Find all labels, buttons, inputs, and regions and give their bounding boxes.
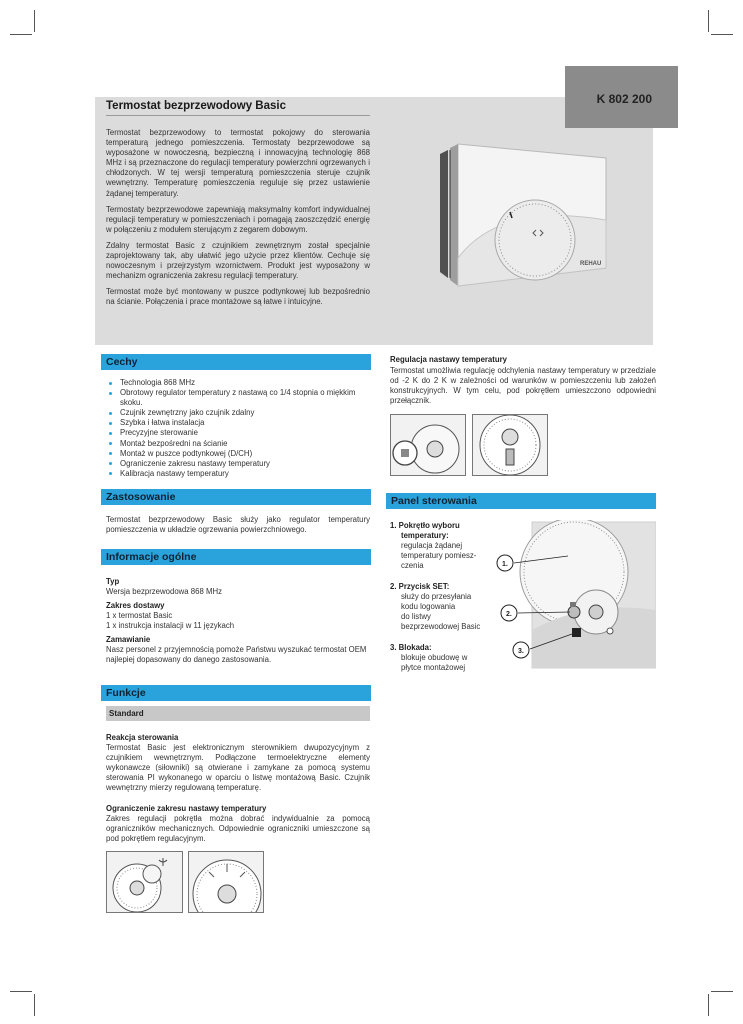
figure-range-limit-1	[106, 851, 183, 913]
page-title: Termostat bezprzewodowy Basic	[106, 100, 286, 112]
section-title: Funkcje	[106, 687, 146, 699]
ograniczenie-text: Zakres regulacji pokrętła można dobrać indywidualnie za pomocą ograniczników mechanicznych. Odpowiednie ograniczniki umieszczone są pod pokrętłem regulacyjnym.	[106, 814, 370, 844]
dial-limit-scale-illustration	[189, 852, 263, 912]
panel-item-2-line: służy do przesyłania	[401, 592, 472, 601]
reakcja-text: Termostat Basic jest elektronicznym sterownikiem dwupozycyjnym z czujnikiem wewnętrznym. Podłączone termoelektryczne elementy wykonawcze (siłowniki) są otwierane i zamykane za pomocą systemu sterowania PI wykonanego w oparciu o listwę montażową Basic. Czujnik wewnętrzny mierzy regulowaną temperaturę.	[106, 743, 370, 793]
section-header-panel	[386, 493, 656, 509]
section-header-funkcje	[101, 685, 371, 701]
zakres-line: 1 x instrukcja instalacji w 11 językach	[106, 621, 235, 630]
ograniczenie-label: Ograniczenie zakresu nastawy temperatury	[106, 804, 267, 813]
product-code: K 802 200	[596, 92, 652, 106]
list-item: Kalibracja nastawy temperatury	[106, 469, 368, 479]
zakres-line: 1 x termostat Basic	[106, 611, 173, 620]
figure-range-limit-2	[188, 851, 264, 913]
calibration-scale-illustration	[473, 415, 547, 475]
list-item: Obrotowy regulator temperatury z nastawą co 1/4 stopnia o miękkim skoku.	[106, 388, 368, 408]
intro-paragraph: Termostat może być montowany w puszce podtynkowej lub bezpośrednio na ścianie. Połączenia i prace montażowe są łatwe i intuicyjne.	[106, 287, 370, 307]
intro-text	[106, 128, 370, 314]
crop-mark	[708, 10, 709, 32]
list-item: Precyzyjne sterowanie	[106, 428, 368, 438]
control-panel-image	[486, 520, 656, 670]
list-item: Technologia 868 MHz	[106, 378, 368, 388]
list-item: Szybka i łatwa instalacja	[106, 418, 368, 428]
dial-limit-illustration	[107, 852, 182, 912]
reakcja-label: Reakcja sterowania	[106, 733, 179, 742]
panel-item-2-line: bezprzewodowej Basic	[401, 622, 481, 631]
section-title: Informacje ogólne	[106, 551, 197, 563]
panel-item-1-line: czenia	[401, 561, 424, 570]
features-list	[106, 378, 368, 479]
panel-item-1-title-cont: temperatury:	[401, 531, 449, 540]
zastosowanie-text: Termostat bezprzewodowy Basic służy jako regulator temperatury pomieszczenia w układzie ogrzewania powierzchniowego.	[106, 515, 370, 535]
intro-paragraph: Zdalny termostat Basic z czujnikiem zewnętrznym został specjalnie zaprojektowany tak, aby ułatwić jego użycie przez klientów. Cechuje się nowoczesnym i przejrzystym wzornictwem. Produkt jest wyposażony w mechanizm ograniczenia zakresu regulacji temperatury.	[106, 240, 370, 281]
figure-calibration-1	[390, 414, 466, 476]
figure-calibration-2	[472, 414, 548, 476]
zamawianie-text: Nasz personel z przyjemnością pomoże Państwu wyszukać termostat OEM najlepiej dopasowany do danego zastosowania.	[106, 645, 367, 665]
panel-item-3-title: 3. Blokada:	[390, 643, 432, 652]
panel-item-1-line: temperatury pomiesz-	[401, 551, 477, 560]
section-header-cechy	[101, 354, 371, 370]
list-item: Montaż w puszce podtynkowej (D/CH)	[106, 449, 368, 459]
callout-label: 3.	[518, 648, 524, 655]
panel-item-1-line: regulacja żądanej	[401, 541, 463, 550]
calibration-switch-illustration	[391, 415, 465, 475]
crop-mark	[34, 994, 35, 1016]
section-header-informacje	[101, 549, 371, 565]
crop-mark	[10, 34, 32, 35]
crop-mark	[711, 34, 733, 35]
product-code-box	[565, 66, 678, 128]
crop-mark	[711, 991, 733, 992]
subsection-title: Standard	[109, 709, 144, 718]
intro-paragraph: Termostat bezprzewodowy to termostat pokojowy do sterowania temperaturą jednego pomieszczenia. Termostaty bezprzewodowe są wyposażone w nowoczesną, bezpieczną i innowacyjną technologię 868 MHz i są przeznaczone do regulacji temperatury powierzchni ogrzewanych i chłodzonych. W tej wersji temperaturą pomieszczenia steruje czujnik wewnętrzny. Temperaturę pomieszczenia reguluje się przez ustawienie żądanej temperatury.	[106, 128, 370, 198]
panel-item-3-line: blokuje obudowę w	[401, 653, 468, 662]
crop-mark	[34, 10, 35, 32]
callout-label: 2.	[506, 611, 512, 618]
zamawianie-label: Zamawianie	[106, 635, 151, 644]
regulacja-text: Termostat umożliwia regulację odchylenia nastawy temperatury w przedziale od -2 K do 2 K w zależności od warunków w pomieszczeniu lub założeń konstrukcyjnych. W tym celu, pod pokrętłem umieszczono odpowiedni przełącznik.	[390, 366, 656, 406]
panel-item-3-line: płytce montażowej	[401, 663, 466, 672]
crop-mark	[10, 991, 32, 992]
typ-value: Wersja bezprzewodowa 868 MHz	[106, 587, 222, 596]
intro-paragraph: Termostaty bezprzewodowe zapewniają maksymalny komfort indywidualnej regulacji temperatury w pomieszczeniach i pomagają zaoszczędzić energię w połączeniu z modułem sterującym z zegarem dobowym.	[106, 204, 370, 234]
panel-item-1-title: 1. Pokrętło wyboru	[390, 521, 460, 530]
list-item: Ograniczenie zakresu nastawy temperatury	[106, 459, 368, 469]
section-title: Cechy	[106, 356, 138, 368]
list-item: Montaż bezpośredni na ścianie	[106, 439, 368, 449]
zakres-label: Zakres dostawy	[106, 601, 165, 610]
subsection-header-standard	[106, 706, 370, 721]
panel-item-2-line: do listwy	[401, 612, 431, 621]
callout-label: 1.	[502, 561, 508, 568]
section-title: Panel sterowania	[391, 495, 477, 507]
regulacja-label: Regulacja nastawy temperatury	[390, 355, 507, 364]
title-divider	[106, 115, 370, 116]
section-header-zastosowanie	[101, 489, 371, 505]
thermostat-product-image	[430, 140, 620, 290]
list-item: Czujnik zewnętrzny jako czujnik zdalny	[106, 408, 368, 418]
typ-label: Typ	[106, 577, 120, 586]
crop-mark	[708, 994, 709, 1016]
device-brand-logo: REHAU	[580, 261, 602, 267]
section-title: Zastosowanie	[106, 491, 176, 503]
panel-item-2-title: 2. Przycisk SET:	[390, 582, 450, 591]
panel-item-2-line: kodu logowania	[401, 602, 456, 611]
